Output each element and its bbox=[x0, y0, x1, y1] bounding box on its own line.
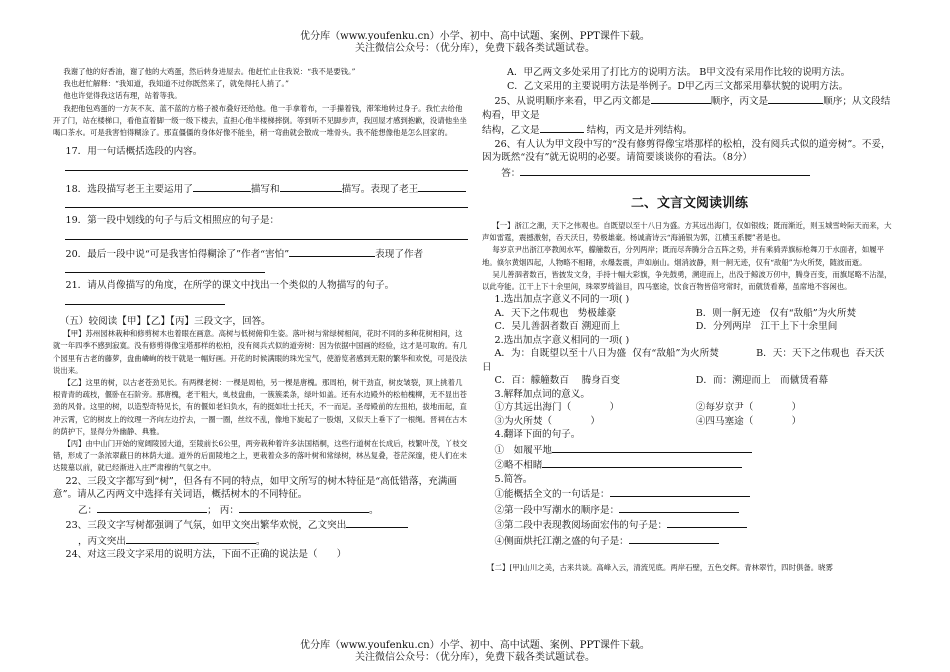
answer-line bbox=[65, 197, 468, 208]
question-23-cont: ，丙文突出 。 bbox=[53, 533, 468, 549]
question-24: 24、对这三段文字采用的说明方法，下面不正确的说法是（ ） bbox=[65, 549, 347, 561]
header-line-1: 优分库（www.youfenku.cn）小学、初中、高中试题、案例、PPT课件下载。 bbox=[300, 31, 650, 42]
page-footer bbox=[0, 640, 950, 664]
footer-line-1: 优分库（www.youfenku.cn）小学、初中、高中试题、案例、PPT课件下载。 bbox=[300, 640, 650, 651]
q24-option-cd: C．乙文采用的主要说明方法是举例子。D甲乙丙三文都采用摹状貌的说明方法。 bbox=[506, 80, 849, 92]
answer-blank[interactable] bbox=[629, 533, 719, 544]
cq-4-item-1: ① 如履平地 bbox=[482, 442, 897, 458]
cq-5-item-4: ④侧面烘托江潮之盛的句子是： bbox=[482, 533, 897, 549]
question-20: 20．最后一段中说“可是我害怕得糊涂了”作者“害怕” 表现了作者 bbox=[53, 246, 468, 262]
cq-5-item-1: ①能概括全文的一句话是： bbox=[482, 486, 897, 502]
answer-line bbox=[65, 160, 468, 171]
answer-line bbox=[65, 262, 265, 273]
cq-3-items-12: ①方其远出海门（ ） ②每岁京尹（ ） bbox=[494, 402, 802, 414]
answer-blank[interactable] bbox=[97, 502, 207, 513]
answer-blank[interactable] bbox=[610, 486, 750, 497]
question-19: 19．第一段中划线的句子与后文相照应的句子是： bbox=[65, 215, 280, 227]
classical-text-2: 每岁京尹出浙江亭教阅水军，艨艟数百，分列两岸；既而尽奔腾分合五阵之势，并有乘骑弄旗标枪舞刀于水面者，如履平地。倏尔黄烟四起，人物略不相睹，水爆轰震，声如崩山。烟消波静，则一舸无迹，仅有“敌船”为火所焚，随波而逝。 bbox=[482, 245, 885, 267]
question-25: 25、从说明顺序来看，甲乙丙文都是 顺序，丙文是 顺序；从文段结构看，甲文是 bbox=[482, 93, 897, 122]
left-column bbox=[53, 66, 468, 562]
answer-blank[interactable] bbox=[289, 246, 375, 257]
question-22: 22、三段文字都写到“树”，但各有不同的特点，如甲文所写的树木特征是“高低错落，充满画意”。请从乙丙两文中选择有关词语，概括树木的不同特征。 bbox=[53, 475, 457, 501]
cq-1-options-ab: A．天下之伟观也 势极雄豪 B．则一舸无迹 仅有“敌船”为火所焚 bbox=[494, 307, 857, 319]
passage-yi: 【乙】这里的树，以古老苍劲见长。有两棵老树：一棵是周柏，另一棵是唐槐。那周柏，树干劲直，树皮皱裂，顶上挑着几根青青的疏枝，偃卧在石阶旁。那唐槐，老干粗大，虬枝盘曲，一簇簇柔条，绿叶如盖。还有水边殿外的松柏槐柳，无不显出苍劲的风骨。这里的树，以造型奇特见长，有的偃如老妇负水，有的挺如壮士托天，不一而足。圣母殿前的左扭柏，拔地而起，直冲云霄，它的树皮上的纹理一齐向左边拧去，一圈一圈，丝纹不乱，像地下旋起了一股烟，又似天上垂下了一根绳。晋祠在古木的荫护下，显得分外幽静、典雅。 bbox=[53, 378, 467, 436]
answer-line bbox=[65, 229, 468, 240]
cq-4-item-2: ②略不相睹 bbox=[482, 457, 897, 473]
cq-2-wrap: 日 bbox=[482, 361, 492, 373]
answer-blank[interactable] bbox=[280, 181, 342, 192]
section-5-title: （五）较阅读【甲】【乙】【丙】三段文字，回答。 bbox=[59, 315, 271, 327]
answer-blank[interactable] bbox=[552, 442, 752, 453]
passage-jia: 【甲】苏州园林栽种和修剪树木也着眼在画意。高树与低树俯仰生姿。落叶树与常绿树相间，花时不同的多种花树相间，这就一年四季不感到寂寞。没有修剪得像宝塔那样的松柏，没有阅兵式似的道旁树：因为依据中国画的经验，这才是可取的。有几个园里有古老的藤萝，盘曲嶙峋的枝干就是一幅好画。开花的时候满眼的珠光宝气，使游览者感到无限的繁华和欢悦，可是没法说出来。 bbox=[53, 329, 467, 375]
answer-blank[interactable] bbox=[126, 533, 256, 544]
answer-blank[interactable] bbox=[542, 457, 742, 468]
footer-line-2: 关注微信公众号：（优分库），免费下载各类试题试卷。 bbox=[355, 652, 595, 663]
cq-2-options-cd: C．百：艨艟数百 腾身百变 D．而：溯迎而上 而僦赁看幕 bbox=[494, 375, 829, 387]
classical-text-2-start: 【二】[甲]山川之美，古来共谈。高峰入云，清流见底。两岸石壁，五色交辉。青林翠竹，四时俱备。晓雾 bbox=[487, 563, 833, 573]
cq-5-item-3: ③第二段中表现教阅场面宏伟的句子是： bbox=[482, 517, 897, 533]
answer-line bbox=[65, 294, 225, 305]
cq-3-items-34: ③为火所焚（ ） ④四马塞途（ ） bbox=[494, 415, 802, 427]
right-column bbox=[482, 66, 897, 574]
cq-3: 3.解释加点词的意义。 bbox=[494, 388, 590, 400]
header-line-2: 关注微信公众号：（优分库），免费下载各类试题试卷。 bbox=[355, 43, 595, 54]
classical-text-3: 吴儿善泅者数百，皆披发文身，手持十幅大彩旗，争先鼓勇，溯迎而上，出没于鲸波万仞中，腾身百变，而旗尾略不沾湿，以此夸能。江干上下十余里间，珠翠罗绮溢目，四马塞途，饮食百物皆倍穹常时，而僦赁看幕，虽席地不容闲也。 bbox=[482, 269, 892, 292]
question-21: 21．请从肖像描写的角度，在所学的课文中找出一个类似的人物描写的句子。 bbox=[65, 280, 395, 292]
passage-paragraph: 我谢了他的好香油，谢了他的大鸡蛋，然后转身进屋去。他赶忙止住我说：“我不是要钱。” bbox=[63, 67, 356, 76]
answer-blank[interactable] bbox=[239, 502, 369, 513]
passage-paragraph: 我也赶忙解释：“我知道，我知道不过你既然来了，就免得托人捎了。” bbox=[63, 79, 289, 89]
answer-blank[interactable] bbox=[651, 93, 711, 104]
question-26: 26、有人认为甲文段中写的“没有修剪得像宝塔那样的松柏，没有阅兵式似的道旁树”。不妥，因为既然“没有”就无说明的必要。请简要谈谈你的看法。（8分） bbox=[482, 138, 891, 163]
passage-paragraph: 我把他包鸡蛋的一方灰不灰、蓝不蓝的方格子被布叠好还给他。他一手拿着布，一手攥着钱，滞笨地转过身子。我忙去给他开了门，站在楼梯口，看他直着脚一级一级下楼去，直担心他半楼梯摔倒。等到听不见脚步声，我回屋才感到抱歉，没请他坐坐喝口茶水。可是我害怕得糊涂了。那直僵僵的身体好像不能坐，稍一弯曲就会散成一堆骨头。我不能想像他是怎么回家的。 bbox=[53, 103, 467, 138]
cq-5: 5.简答。 bbox=[494, 473, 533, 485]
answer-blank[interactable] bbox=[418, 181, 466, 192]
section-2-title: 二、文言文阅读训练 bbox=[630, 196, 748, 211]
answer-blank[interactable] bbox=[540, 122, 584, 133]
cq-2: 2.选出加点字意义相同的一项( ) bbox=[494, 334, 630, 346]
passage-bing: 【丙】由中山门开始的宽阔陵园大道，至陵前长6公里，两旁栽种着许多法国梧桐，这些行道树在长成后，枝繁叶茂，丫枝交错，形成了一条浓翠蔽日的林荫大道。道外的后面陵地之上，更栽着众多的落叶树和常绿树，林丛复叠，苍茫深邃，使人们在未达陵墓以前，就已经渐进入庄严肃穆的气氛之中。 bbox=[53, 439, 468, 473]
answer-blank[interactable] bbox=[346, 517, 408, 528]
cq-2-options-ab: A．为：自既望以至十八日为盛 仅有“敌船”为火所焚 B．天：天下之伟观也 吞天沃 bbox=[494, 348, 885, 360]
cq-1: 1.选出加点字意义不同的一项( ) bbox=[494, 294, 630, 306]
question-22-answer: 乙： ； 丙： 。 bbox=[53, 502, 468, 518]
cq-1-options-cd: C．吴儿善泅者数百 溯迎而上 D．分列两岸 江干上下十余里间 bbox=[494, 321, 838, 333]
answer-blank[interactable] bbox=[520, 165, 810, 176]
question-25-cont: 结构，乙文是 结构，丙文是并列结构。 bbox=[482, 122, 897, 138]
cq-5-item-2: ②第一段中写潮水的顺序是： bbox=[482, 502, 897, 518]
question-26-answer: 答： bbox=[482, 165, 897, 181]
answer-blank[interactable] bbox=[667, 517, 747, 528]
question-18: 18．选段描写老王主要运用了 描写和 描写。表现了老王 bbox=[53, 181, 468, 197]
answer-blank[interactable] bbox=[193, 181, 251, 192]
question-17: 17．用一句话概括选段的内容。 bbox=[65, 146, 203, 158]
cq-4: 4.翻译下面的句子。 bbox=[494, 429, 581, 441]
reading-passage bbox=[53, 66, 468, 139]
q24-option-ab: A．甲乙两文多处采用了打比方的说明方法。 B甲文没有采用作比较的说明方法。 bbox=[506, 67, 851, 78]
answer-blank[interactable] bbox=[619, 502, 739, 513]
question-23: 23、三段文字写树都强调了气氛，如甲文突出繁华欢悦，乙文突出 bbox=[53, 517, 468, 533]
page-header bbox=[0, 31, 950, 55]
answer-blank[interactable] bbox=[768, 93, 823, 104]
classical-text-1: 【一】浙江之潮，天下之伟观也。自既望以至十八日为盛。方其远出海门，仅如银线；既而渐近，则玉城雪岭际天而来，大声如雷霆，震撼激射，吞天沃日，势极雄豪。杨诚斋诗云“海涌银为郭，江横玉系腰”者是也。 bbox=[482, 221, 892, 243]
passage-paragraph: 他也许觉得我这话有理，站着等我。 bbox=[63, 91, 182, 101]
